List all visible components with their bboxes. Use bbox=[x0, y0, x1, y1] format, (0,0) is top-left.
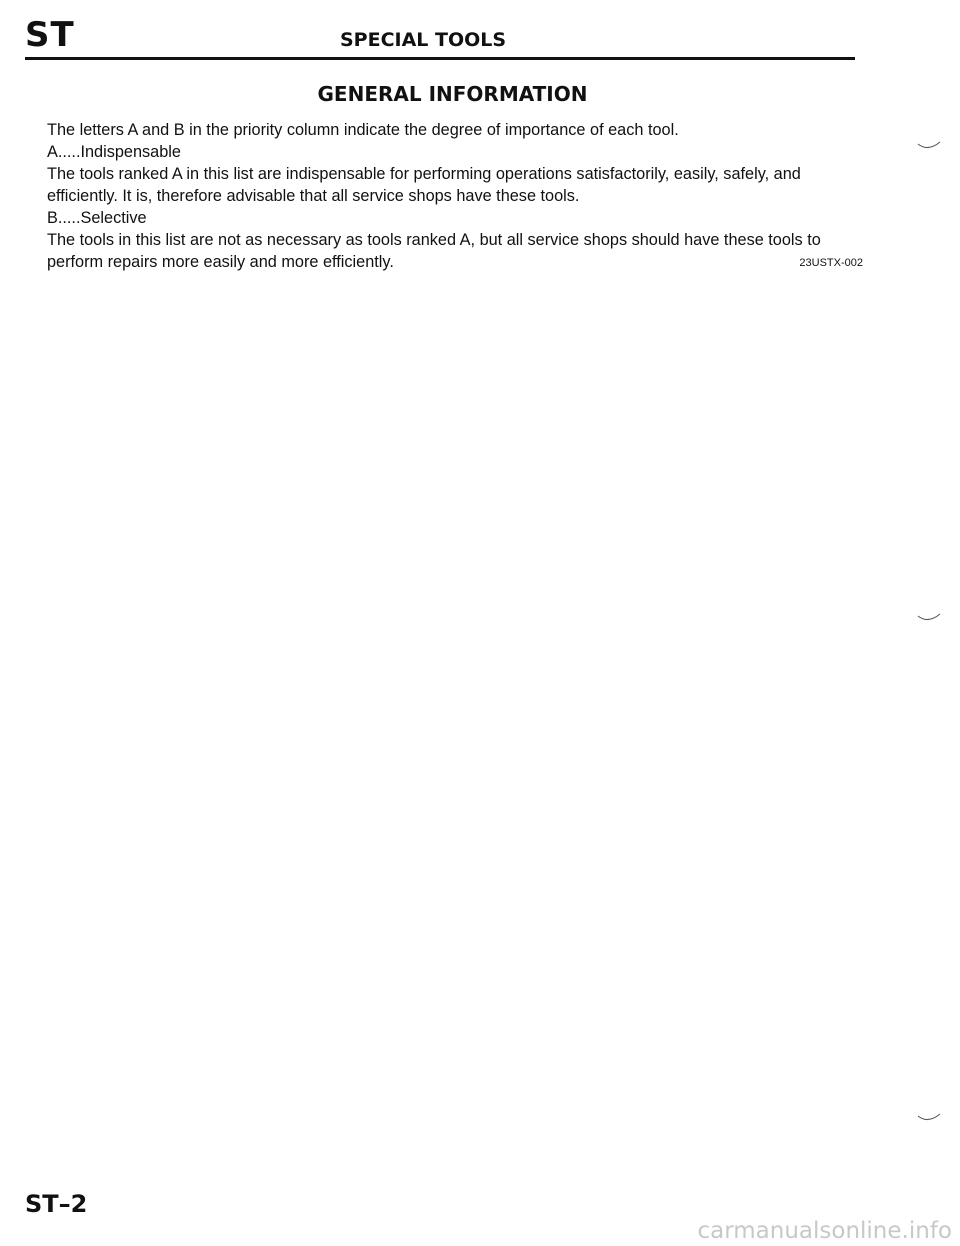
binder-hole-mark-icon bbox=[916, 1112, 942, 1126]
header-divider bbox=[25, 57, 855, 60]
section-heading: GENERAL INFORMATION bbox=[317, 82, 588, 106]
rank-b-label: B.....Selective bbox=[47, 209, 147, 227]
rank-b-description: The tools in this list are not as necessary as tools ranked A, but all service shops should have these tools to perform repairs more easily and more efficiently. bbox=[47, 231, 821, 271]
figure-reference-code: 23USTX-002 bbox=[799, 257, 863, 269]
rank-a-description: The tools ranked A in this list are indispensable for performing operations satisfactorily, easily, safely, and efficiently. It is, therefore advisable that all service shops have these tools. bbox=[47, 165, 801, 205]
intro-paragraph: The letters A and B in the priority column indicate the degree of importance of each tool. bbox=[47, 121, 679, 139]
section-code: ST bbox=[25, 15, 75, 55]
page-header-title: SPECIAL TOOLS bbox=[340, 29, 507, 51]
watermark: carmanualsonline.info bbox=[697, 1218, 952, 1244]
rank-a-label: A.....Indispensable bbox=[47, 143, 181, 161]
binder-hole-mark-icon bbox=[916, 612, 942, 626]
page-number: ST–2 bbox=[25, 1190, 88, 1218]
body-text bbox=[47, 119, 857, 273]
binder-hole-mark-icon bbox=[916, 140, 942, 154]
